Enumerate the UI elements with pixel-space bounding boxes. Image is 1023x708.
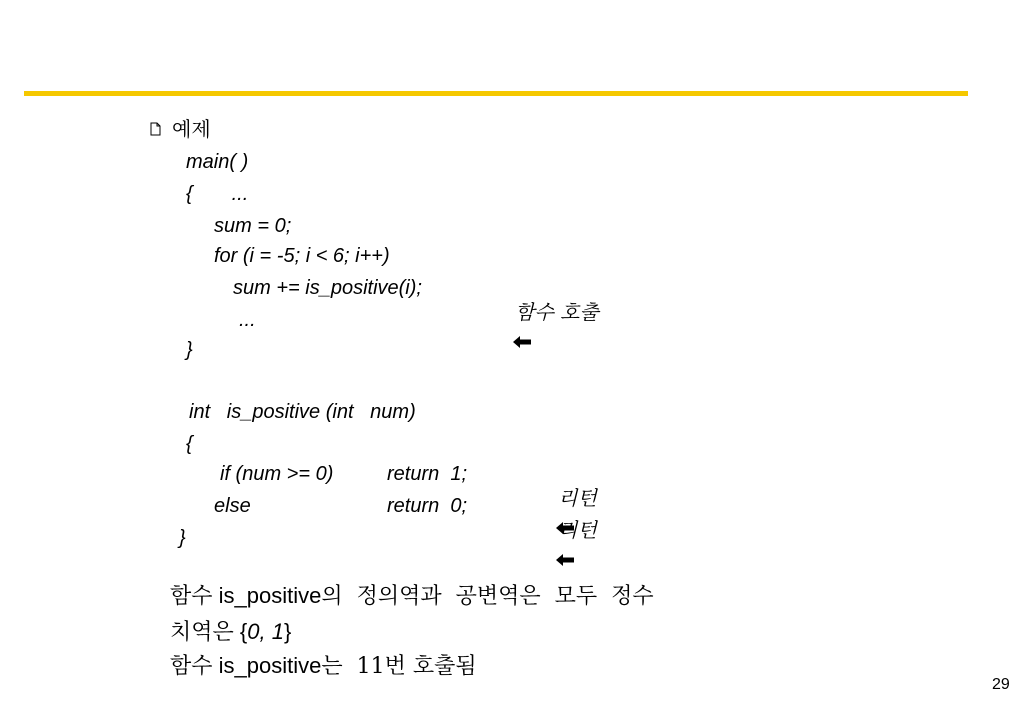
- code-line-5: sum += is_positive(i);: [233, 277, 422, 299]
- page-icon: [148, 122, 162, 136]
- summary-1-func: is_positive: [218, 583, 322, 608]
- return-comment-2-text: 리턴: [558, 518, 597, 542]
- summary-2-open-brace: {: [239, 619, 248, 644]
- left-arrow-icon: [533, 525, 553, 539]
- code-line-7: }: [186, 339, 193, 361]
- summary-2-values: 0, 1: [247, 619, 284, 644]
- page-number: 29: [992, 676, 1010, 693]
- code-line-1: main( ): [186, 151, 249, 173]
- summary-line-2: [170, 617, 291, 648]
- code-line-9: {: [186, 433, 193, 455]
- heading-text: 예제: [172, 117, 211, 141]
- code-line-6: ...: [239, 309, 256, 331]
- code-line-10: if (num >= 0): [220, 463, 334, 485]
- left-arrow-icon: [490, 307, 510, 321]
- code-line-4: for (i = -5; i < 6; i++): [214, 245, 390, 267]
- call-comment-text: 함수 호출: [515, 300, 599, 324]
- summary-line-1: [170, 581, 654, 612]
- return-comment-2: [522, 494, 597, 543]
- code-line-8: int is_positive (int num): [189, 401, 416, 423]
- return-2: return 0;: [387, 495, 468, 517]
- title-rule: [24, 91, 968, 96]
- code-line-2: { ...: [186, 183, 249, 205]
- summary-2-close-brace: }: [283, 619, 292, 644]
- return-comment-1-text: 리턴: [558, 486, 597, 510]
- summary-3-prefix: 함수: [170, 654, 213, 679]
- bullet-heading: [148, 116, 211, 142]
- return-1: return 1;: [387, 463, 468, 485]
- code-line-3: sum = 0;: [214, 215, 292, 237]
- summary-1-prefix: 함수: [170, 584, 213, 609]
- summary-1-suffix: 의 정의역과 공변역은 모두 정수: [321, 584, 654, 609]
- code-line-11: else: [214, 495, 251, 517]
- summary-2-prefix: 치역은: [170, 620, 234, 645]
- summary-line-3: [170, 651, 477, 682]
- summary-3-suffix: 는 11번 호출됨: [321, 654, 477, 679]
- call-comment: [479, 276, 599, 325]
- summary-3-func: is_positive: [218, 653, 322, 678]
- code-line-12: }: [179, 527, 186, 549]
